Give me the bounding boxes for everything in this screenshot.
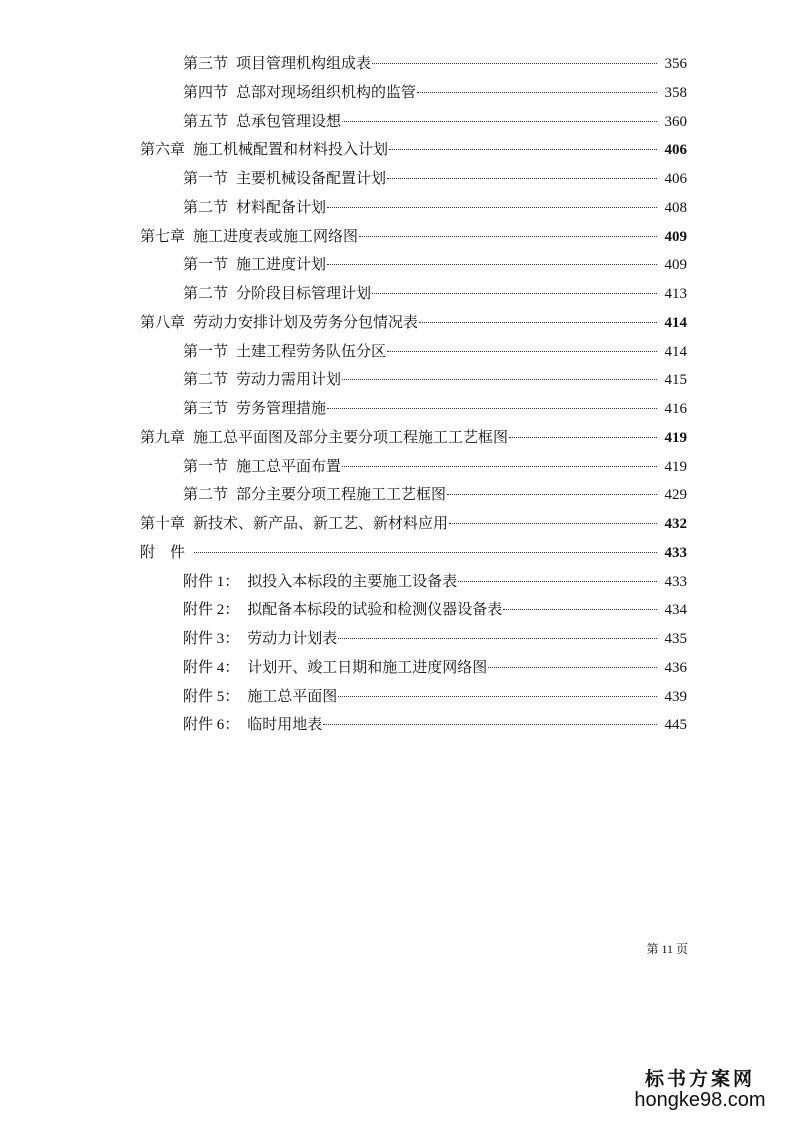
toc-entry (0, 711, 794, 740)
dot-leader (449, 523, 657, 524)
toc-entry-title: 劳务管理措施 (236, 401, 327, 417)
toc-entry-page: 416 (664, 401, 687, 417)
toc-entry-title: 临时用地表 (247, 717, 323, 734)
dot-leader (194, 552, 657, 553)
dot-leader (488, 667, 657, 668)
dot-leader (389, 149, 657, 150)
toc-entry-number: 第六章 (140, 142, 186, 159)
toc-entry (0, 136, 794, 165)
toc-entry-number: 附件 2： (183, 602, 240, 619)
toc-entry-number: 第一节 (183, 171, 229, 187)
toc-entry (0, 165, 794, 194)
toc-entry-page: 433 (664, 573, 687, 590)
toc-entry-number: 第一节 (183, 257, 229, 274)
toc-entry-number: 附件 5： (183, 688, 240, 705)
toc-entry-page: 358 (664, 84, 687, 101)
dot-leader (372, 293, 657, 294)
toc-entry-number: 第三节 (183, 401, 229, 417)
toc-entry-title: 施工总平面图 (247, 688, 338, 705)
toc-entry (0, 338, 794, 367)
dot-leader (342, 466, 657, 467)
toc-entry-number: 第五节 (183, 113, 229, 130)
toc-entry-title: 施工总平面图及部分主要分项工程施工工艺框图 (193, 429, 509, 446)
toc-entry-page: 445 (664, 717, 687, 734)
toc-entry-page: 429 (664, 487, 687, 504)
toc-entry (0, 194, 794, 223)
toc-entry-number: 附件 3： (183, 631, 240, 647)
toc-entry-title: 劳动力安排计划及劳务分包情况表 (193, 314, 419, 331)
toc-entry-number: 第十章 (140, 516, 186, 532)
toc-entry-page: 434 (664, 602, 687, 619)
toc-entry-number: 附件 1： (183, 573, 240, 590)
toc-entry-page: 356 (664, 56, 687, 72)
toc-entry-number: 第九章 (140, 429, 186, 446)
dot-leader (417, 92, 657, 93)
toc-entry-page: 406 (664, 142, 687, 159)
toc-entry-page: 413 (664, 286, 687, 302)
toc-entry-page: 419 (664, 458, 687, 475)
dot-leader (342, 379, 657, 380)
toc-entry-page: 414 (664, 343, 687, 360)
toc-entry-title: 部分主要分项工程施工工艺框图 (236, 487, 447, 504)
watermark-url: hongke98.com (634, 1089, 766, 1111)
toc-entry (0, 223, 794, 252)
toc-entry-page: 409 (664, 257, 687, 274)
toc-entry-number: 第八章 (140, 314, 186, 331)
toc-entry (0, 280, 794, 309)
toc-entry (0, 251, 794, 280)
toc-entry-number: 第二节 (183, 286, 229, 302)
toc-entry-number: 第二节 (183, 372, 229, 389)
toc-entry-title: 施工进度计划 (236, 257, 327, 274)
toc-entry-title: 总部对现场组织机构的监管 (236, 84, 417, 101)
toc-entry-number: 第四节 (183, 84, 229, 101)
toc-entry-page: 414 (664, 314, 687, 331)
dot-leader (387, 178, 657, 179)
toc-entry-number: 第一节 (183, 343, 229, 360)
toc-entry-title: 新技术、新产品、新工艺、新材料应用 (193, 516, 449, 532)
dot-leader (342, 121, 657, 122)
toc-entry-page: 433 (664, 544, 687, 561)
dot-leader (327, 408, 657, 409)
toc-entry (0, 510, 794, 539)
toc-entry (0, 108, 794, 137)
toc-entry (0, 309, 794, 338)
toc-entry-number: 第一节 (183, 458, 229, 475)
toc-entry-title: 施工进度表或施工网络图 (193, 228, 359, 245)
toc-entry-title: 拟配备本标段的试验和检测仪器设备表 (247, 602, 503, 619)
watermark-logo (620, 1064, 780, 1112)
toc-entry-page: 415 (664, 372, 687, 389)
dot-leader (327, 264, 657, 265)
toc-entry-page: 432 (664, 516, 687, 532)
toc-entry-title: 施工总平面布置 (236, 458, 342, 475)
toc-entry (0, 79, 794, 108)
dot-leader (338, 638, 657, 639)
toc-entry-number: 第二节 (183, 199, 229, 216)
dot-leader (509, 437, 657, 438)
toc-entry-number: 第二节 (183, 487, 229, 504)
toc-entry-title: 项目管理机构组成表 (236, 56, 372, 72)
toc-entry-page: 408 (664, 199, 687, 216)
toc-entry-title: 劳动力计划表 (247, 631, 338, 647)
watermark-title: 标书方案网 (644, 1068, 755, 1090)
toc-entry-title: 劳动力需用计划 (236, 372, 342, 389)
dot-leader (327, 207, 657, 208)
dot-leader (447, 494, 657, 495)
toc-entry-number: 附 件 (140, 544, 186, 561)
toc-entry (0, 539, 794, 568)
toc-entry (0, 481, 794, 510)
dot-leader (359, 236, 657, 237)
toc-entry-page: 419 (664, 429, 687, 446)
toc-entry-title: 材料配备计划 (236, 199, 327, 216)
toc-entry-page: 436 (664, 659, 687, 676)
toc-entry-title: 拟投入本标段的主要施工设备表 (247, 573, 458, 590)
toc-entry (0, 596, 794, 625)
toc-entry-title: 主要机械设备配置计划 (236, 171, 387, 187)
toc-entry-page: 439 (664, 688, 687, 705)
dot-leader (503, 609, 657, 610)
toc-entry-number: 附件 4： (183, 659, 240, 676)
dot-leader (458, 581, 657, 582)
toc-entry-page: 360 (664, 113, 687, 130)
toc-entry-number: 附件 6： (183, 717, 240, 734)
toc-entry-title: 施工机械配置和材料投入计划 (193, 142, 389, 159)
toc-entry (0, 395, 794, 424)
toc-entry (0, 366, 794, 395)
toc-entry (0, 683, 794, 712)
toc-entry (0, 654, 794, 683)
toc-entry-page: 435 (664, 631, 687, 647)
toc-entry-page: 409 (664, 228, 687, 245)
toc-entry (0, 625, 794, 654)
dot-leader (323, 724, 657, 725)
toc-entry (0, 568, 794, 597)
toc-entry-number: 第七章 (140, 228, 186, 245)
toc-entry-page: 406 (664, 171, 687, 187)
toc-entry-title: 土建工程劳务队伍分区 (236, 343, 387, 360)
toc-entry (0, 453, 794, 482)
toc-entry-title: 总承包管理设想 (236, 113, 342, 130)
toc-entry-number: 第三节 (183, 56, 229, 72)
page-number: 第 11 页 (646, 942, 688, 956)
table-of-contents (0, 50, 794, 740)
toc-entry (0, 50, 794, 79)
dot-leader (338, 696, 657, 697)
toc-entry-title: 计划开、竣工日期和施工进度网络图 (247, 659, 488, 676)
toc-entry-title: 分阶段目标管理计划 (236, 286, 372, 302)
toc-entry (0, 424, 794, 453)
dot-leader (419, 322, 657, 323)
dot-leader (372, 63, 657, 64)
dot-leader (387, 351, 657, 352)
